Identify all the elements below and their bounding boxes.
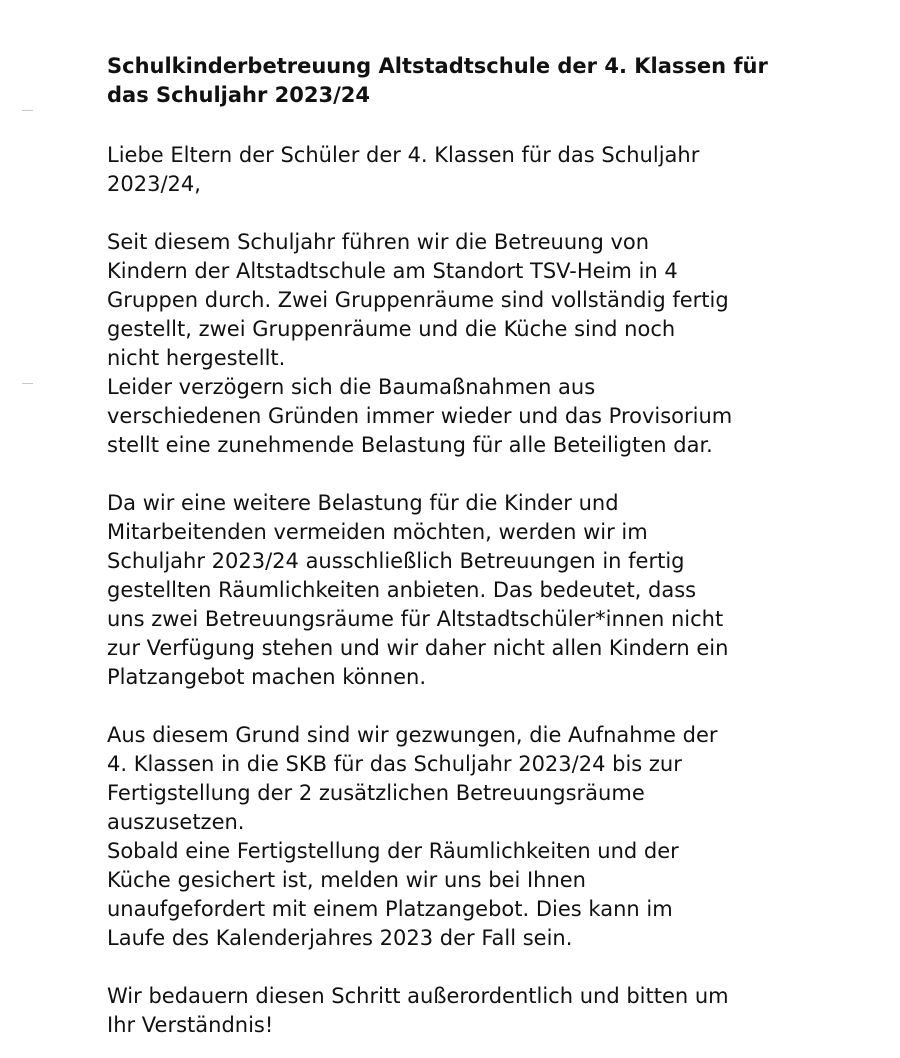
letter	[107, 52, 807, 1040]
margin-mark-top	[22, 110, 33, 111]
paragraph-admission-suspended: Aus diesem Grund sind wir gezwungen, die Aufnahme der 4. Klassen in die SKB für das Schuljahr 2023/24 bis zur Fertigstellung der 2 zusätzlichen Betreuungsräume auszusetzen. Sobald eine Fertigstellung der Räumlichkeiten und der Küche gesichert ist, melden wir uns bei Ihnen unaufgefordert mit einem Platzangebot. Dies kann im Laufe des Kalenderjahres 2023 der Fall sein.	[107, 723, 718, 950]
paragraph-limited-rooms: Da wir eine weitere Belastung für die Kinder und Mitarbeitenden vermeiden möchten, werden wir im Schuljahr 2023/24 ausschließlich Betreuungen in fertig gestellten Räumlichkeiten anbieten. Das bedeutet, dass uns zwei Betreuungsräume für Altstadtschüler*innen nicht zur Verfügung stehen und wir daher nicht allen Kindern ein Platzangebot machen können.	[107, 491, 729, 689]
letter-title: Schulkinderbetreuung Altstadtschule der 4. Klassen für das Schuljahr 2023/24	[107, 54, 768, 107]
paragraph-construction-delay: Seit diesem Schuljahr führen wir die Betreuung von Kindern der Altstadtschule am Standort TSV-Heim in 4 Gruppen durch. Zwei Gruppenräume sind vollständig fertig gestellt, zwei Gruppenräume und die Küche sind noch nicht hergestellt. Leider verzögern sich die Baumaßnahmen aus verschiedenen Gründen immer wieder und das Provisorium stellt eine zunehmende Belastung für alle Beteiligten dar.	[107, 230, 733, 457]
letter-greeting: Liebe Eltern der Schüler der 4. Klassen für das Schuljahr 2023/24,	[107, 143, 700, 196]
margin-mark-middle	[22, 383, 33, 384]
paragraph-apology: Wir bedauern diesen Schritt außerordentlich und bitten um Ihr Verständnis!	[107, 984, 729, 1037]
